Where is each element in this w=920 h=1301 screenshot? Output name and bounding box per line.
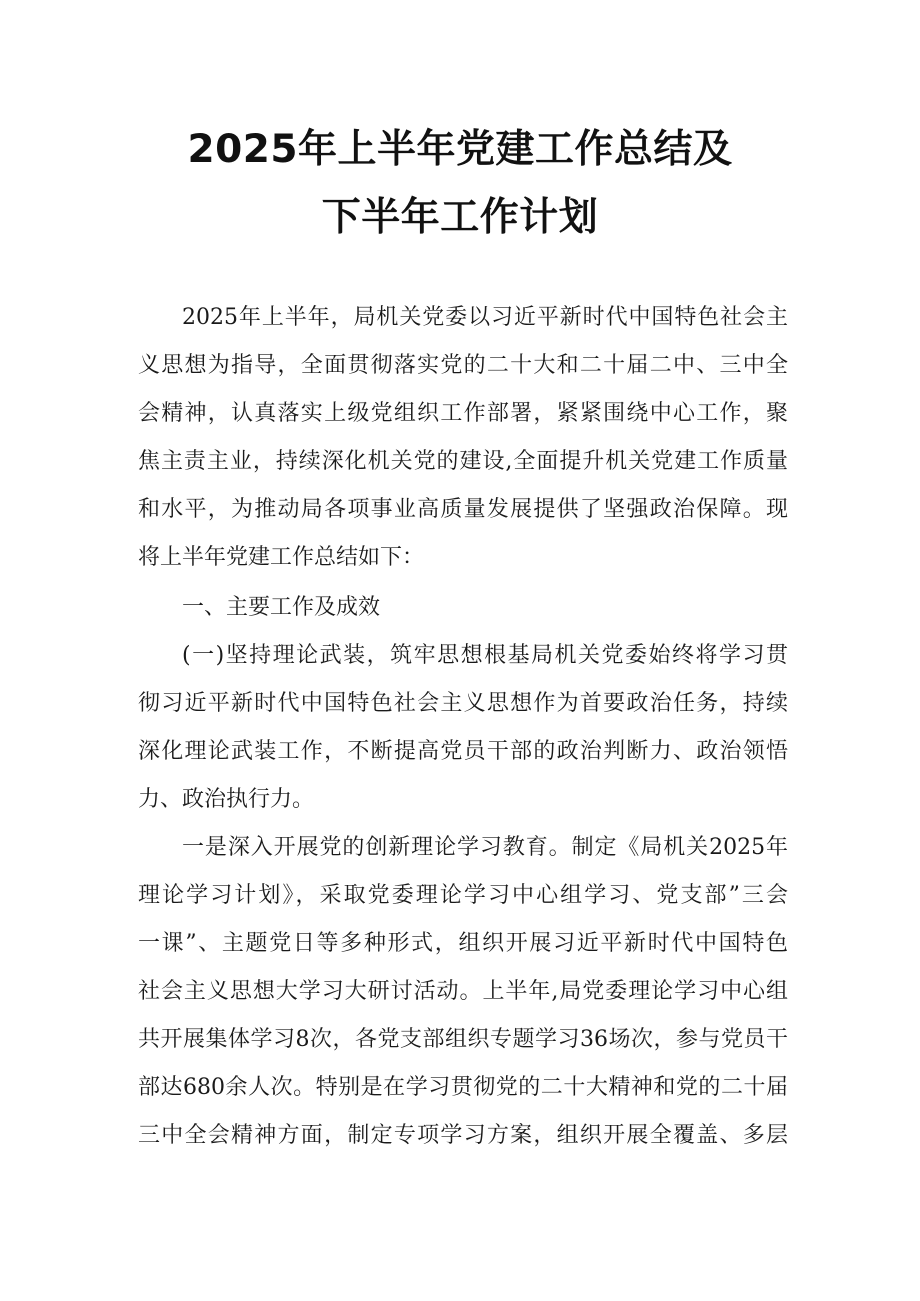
paragraph-line: 部达680余人次。特别是在学习贯彻党的二十大精神和党的二十届 (138, 1075, 788, 1100)
document-title-line-1: 2025年上半年党建工作总结及 (187, 127, 733, 172)
paragraph-line: 一课”、主题党日等多种形式，组织开展习近平新时代中国特色 (138, 931, 788, 956)
document-title-line-2: 下半年工作计划 (321, 195, 599, 240)
paragraph-line: 义思想为指导，全面贯彻落实党的二十大和二十届二中、三中全 (138, 353, 788, 378)
paragraph-line: 理论学习计划》，采取党委理论学习中心组学习、党支部”三会 (138, 883, 788, 908)
paragraph-line: 焦主责主业，持续深化机关党的建设,全面提升机关党建工作质量 (138, 449, 788, 474)
paragraph-line: 将上半年党建工作总结如下： (138, 545, 425, 570)
paragraph-line: 深化理论武装工作，不断提高党员干部的政治判断力、政治领悟 (138, 739, 788, 764)
paragraph-line: 社会主义思想大学习大研讨活动。上半年,局党委理论学习中心组 (138, 979, 788, 1004)
paragraph-line: 和水平，为推动局各项事业高质量发展提供了坚强政治保障。现 (138, 497, 788, 522)
paragraph-line: 2025年上半年，局机关党委以习近平新时代中国特色社会主 (182, 305, 788, 330)
paragraph-line: 彻习近平新时代中国特色社会主义思想作为首要政治任务，持续 (138, 691, 788, 716)
paragraph-line: 会精神，认真落实上级党组织工作部署，紧紧围绕中心工作，聚 (138, 401, 788, 426)
paragraph-line: 共开展集体学习8次，各党支部组织专题学习36场次，参与党员干 (138, 1027, 788, 1052)
section-heading: 一、主要工作及成效 (182, 595, 381, 620)
paragraph-line: 力、政治执行力。 (138, 787, 315, 812)
paragraph-line: 三中全会精神方面，制定专项学习方案，组织开展全覆盖、多层 (138, 1123, 788, 1148)
subsection-heading-line: (一)坚持理论武装，筑牢思想根基局机关党委始终将学习贯 (182, 643, 788, 668)
paragraph-line: 一是深入开展党的创新理论学习教育。制定《局机关2025年 (182, 835, 788, 860)
